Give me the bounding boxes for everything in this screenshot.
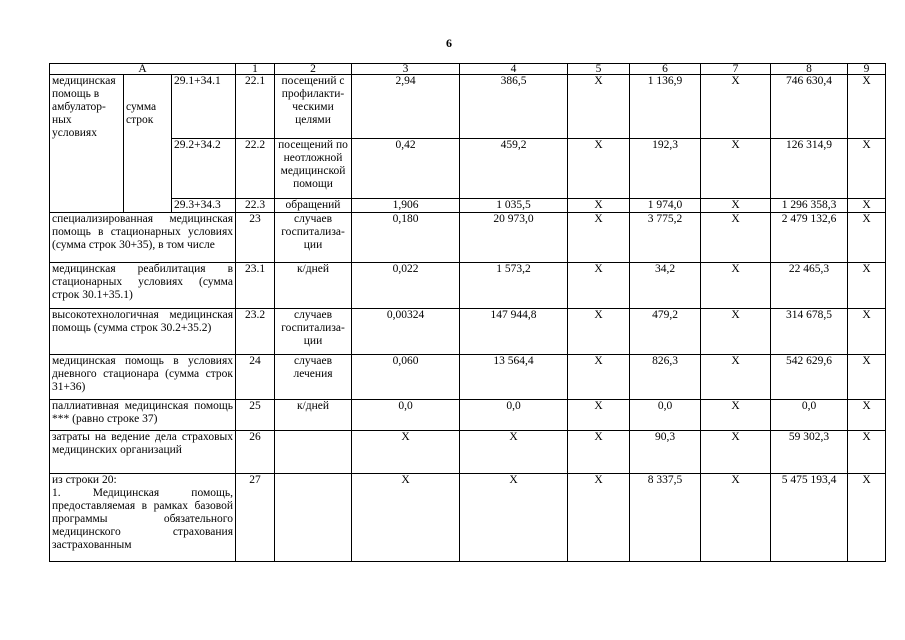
cell-c7: Х — [701, 139, 771, 199]
table-row — [50, 199, 886, 213]
cell-c6: 0,0 — [630, 400, 701, 431]
cell-c4: Х — [460, 431, 568, 474]
cell-c8: 126 314,9 — [771, 139, 848, 199]
table-row — [50, 474, 886, 562]
cell-c7: Х — [701, 431, 771, 474]
table-row — [50, 309, 886, 355]
cell-c3: 0,060 — [352, 355, 460, 400]
column-header: 4 — [460, 64, 568, 75]
cell-c2 — [275, 474, 352, 562]
cell-c9: Х — [848, 309, 886, 355]
cell-c4: Х — [460, 474, 568, 562]
cell-c1: 22.2 — [236, 139, 275, 199]
cell-c2: случаев госпитализа-ции — [275, 309, 352, 355]
row-label: затраты на ведение дела страховых медицинских организаций — [50, 431, 236, 474]
cell-c2: случаев госпитализа-ции — [275, 213, 352, 263]
cell-c1: 23.1 — [236, 263, 275, 309]
table-row — [50, 213, 886, 263]
row-label-line: помощь в — [52, 88, 100, 100]
cell-c2: к/дней — [275, 263, 352, 309]
row-label-line: условиях — [52, 127, 97, 139]
row-label-line: амбулатор- — [52, 101, 106, 113]
cell-c5: Х — [568, 309, 630, 355]
row-label: из строки 20: 1. Медицинская помощь, предоставляемая в рамках базовой программы обязательного медицинского страхования застрахованным — [50, 474, 236, 562]
cell-c5: Х — [568, 199, 630, 213]
cell-c7: Х — [701, 309, 771, 355]
cell-c9: Х — [848, 75, 886, 139]
column-header: 9 — [848, 64, 886, 75]
cell-c3: Х — [352, 474, 460, 562]
cell-c4: 1 573,2 — [460, 263, 568, 309]
cell-c8: 1 296 358,3 — [771, 199, 848, 213]
column-header: 6 — [630, 64, 701, 75]
cell-c5: Х — [568, 400, 630, 431]
cell-c6: 826,3 — [630, 355, 701, 400]
row-label-line: медицинская — [52, 75, 116, 87]
cell-c3: Х — [352, 431, 460, 474]
cell-c3: 0,00324 — [352, 309, 460, 355]
table-row — [50, 75, 886, 139]
column-header: 5 — [568, 64, 630, 75]
row-label: высокотехнологичная медицинская помощь (сумма строк 30.2+35.2) — [50, 309, 236, 355]
table-row — [50, 400, 886, 431]
cell-c9: Х — [848, 474, 886, 562]
financing-table — [49, 63, 886, 562]
cell-c4: 1 035,5 — [460, 199, 568, 213]
cell-c5: Х — [568, 139, 630, 199]
cell-c5: Х — [568, 474, 630, 562]
cell-c3: 0,022 — [352, 263, 460, 309]
cell-c7: Х — [701, 474, 771, 562]
cell-c1: 26 — [236, 431, 275, 474]
cell-c3: 0,180 — [352, 213, 460, 263]
cell-c4: 20 973,0 — [460, 213, 568, 263]
row-label — [50, 75, 124, 213]
cell-c1: 25 — [236, 400, 275, 431]
cell-c6: 1 136,9 — [630, 75, 701, 139]
cell-c8: 59 302,3 — [771, 431, 848, 474]
page-number: 6 — [446, 36, 452, 50]
cell-c3: 2,94 — [352, 75, 460, 139]
table-row — [50, 431, 886, 474]
cell-c8: 5 475 193,4 — [771, 474, 848, 562]
cell-c5: Х — [568, 75, 630, 139]
row-formula: 29.3+34.3 — [172, 199, 236, 213]
cell-c9: Х — [848, 400, 886, 431]
column-header: 2 — [275, 64, 352, 75]
cell-c6: 479,2 — [630, 309, 701, 355]
cell-c2: посещений с профилакти-ческими целями — [275, 75, 352, 139]
cell-c1: 27 — [236, 474, 275, 562]
cell-c7: Х — [701, 263, 771, 309]
column-header: 8 — [771, 64, 848, 75]
cell-c1: 23.2 — [236, 309, 275, 355]
column-header: 3 — [352, 64, 460, 75]
cell-c4: 13 564,4 — [460, 355, 568, 400]
cell-c8: 746 630,4 — [771, 75, 848, 139]
cell-c6: 1 974,0 — [630, 199, 701, 213]
cell-c2: посещений по неотложной медицинской помощи — [275, 139, 352, 199]
cell-c8: 0,0 — [771, 400, 848, 431]
cell-c3: 1,906 — [352, 199, 460, 213]
table-row — [50, 139, 886, 199]
column-header: 7 — [701, 64, 771, 75]
cell-c6: 90,3 — [630, 431, 701, 474]
cell-c7: Х — [701, 199, 771, 213]
cell-c5: Х — [568, 213, 630, 263]
cell-c9: Х — [848, 213, 886, 263]
row-sublabel — [124, 75, 172, 213]
cell-c6: 34,2 — [630, 263, 701, 309]
cell-c1: 24 — [236, 355, 275, 400]
cell-c2: случаев лечения — [275, 355, 352, 400]
table-row — [50, 263, 886, 309]
cell-c6: 8 337,5 — [630, 474, 701, 562]
cell-c8: 2 479 132,6 — [771, 213, 848, 263]
row-label: паллиативная медицинская помощь *** (равно строке 37) — [50, 400, 236, 431]
column-header: 1 — [236, 64, 275, 75]
cell-c1: 22.3 — [236, 199, 275, 213]
cell-c4: 147 944,8 — [460, 309, 568, 355]
cell-c3: 0,42 — [352, 139, 460, 199]
cell-c4: 459,2 — [460, 139, 568, 199]
cell-c9: Х — [848, 263, 886, 309]
row-sublabel-line: строк — [126, 114, 154, 126]
cell-c2: обращений — [275, 199, 352, 213]
cell-c8: 22 465,3 — [771, 263, 848, 309]
row-label: медицинская реабилитация в стационарных условиях (сумма строк 30.1+35.1) — [50, 263, 236, 309]
cell-c9: Х — [848, 355, 886, 400]
cell-c7: Х — [701, 355, 771, 400]
cell-c8: 542 629,6 — [771, 355, 848, 400]
cell-c9: Х — [848, 431, 886, 474]
cell-c5: Х — [568, 263, 630, 309]
cell-c8: 314 678,5 — [771, 309, 848, 355]
cell-c2 — [275, 431, 352, 474]
cell-c7: Х — [701, 400, 771, 431]
cell-c4: 0,0 — [460, 400, 568, 431]
row-formula: 29.2+34.2 — [172, 139, 236, 199]
cell-c6: 192,3 — [630, 139, 701, 199]
row-sublabel-line: сумма — [126, 101, 157, 113]
cell-c7: Х — [701, 213, 771, 263]
header-row — [50, 64, 886, 75]
cell-c9: Х — [848, 139, 886, 199]
cell-c7: Х — [701, 75, 771, 139]
row-formula: 29.1+34.1 — [172, 75, 236, 139]
cell-c1: 23 — [236, 213, 275, 263]
row-label: специализированная медицинская помощь в стационарных условиях (сумма строк 30+35), в том числе — [50, 213, 236, 263]
cell-c5: Х — [568, 355, 630, 400]
row-label: медицинская помощь в условиях дневного стационара (сумма строк 31+36) — [50, 355, 236, 400]
cell-c9: Х — [848, 199, 886, 213]
column-header: А — [50, 64, 236, 75]
cell-c4: 386,5 — [460, 75, 568, 139]
cell-c3: 0,0 — [352, 400, 460, 431]
cell-c6: 3 775,2 — [630, 213, 701, 263]
table-row — [50, 355, 886, 400]
row-label-line: ных — [52, 114, 72, 126]
cell-c5: Х — [568, 431, 630, 474]
cell-c1: 22.1 — [236, 75, 275, 139]
cell-c2: к/дней — [275, 400, 352, 431]
